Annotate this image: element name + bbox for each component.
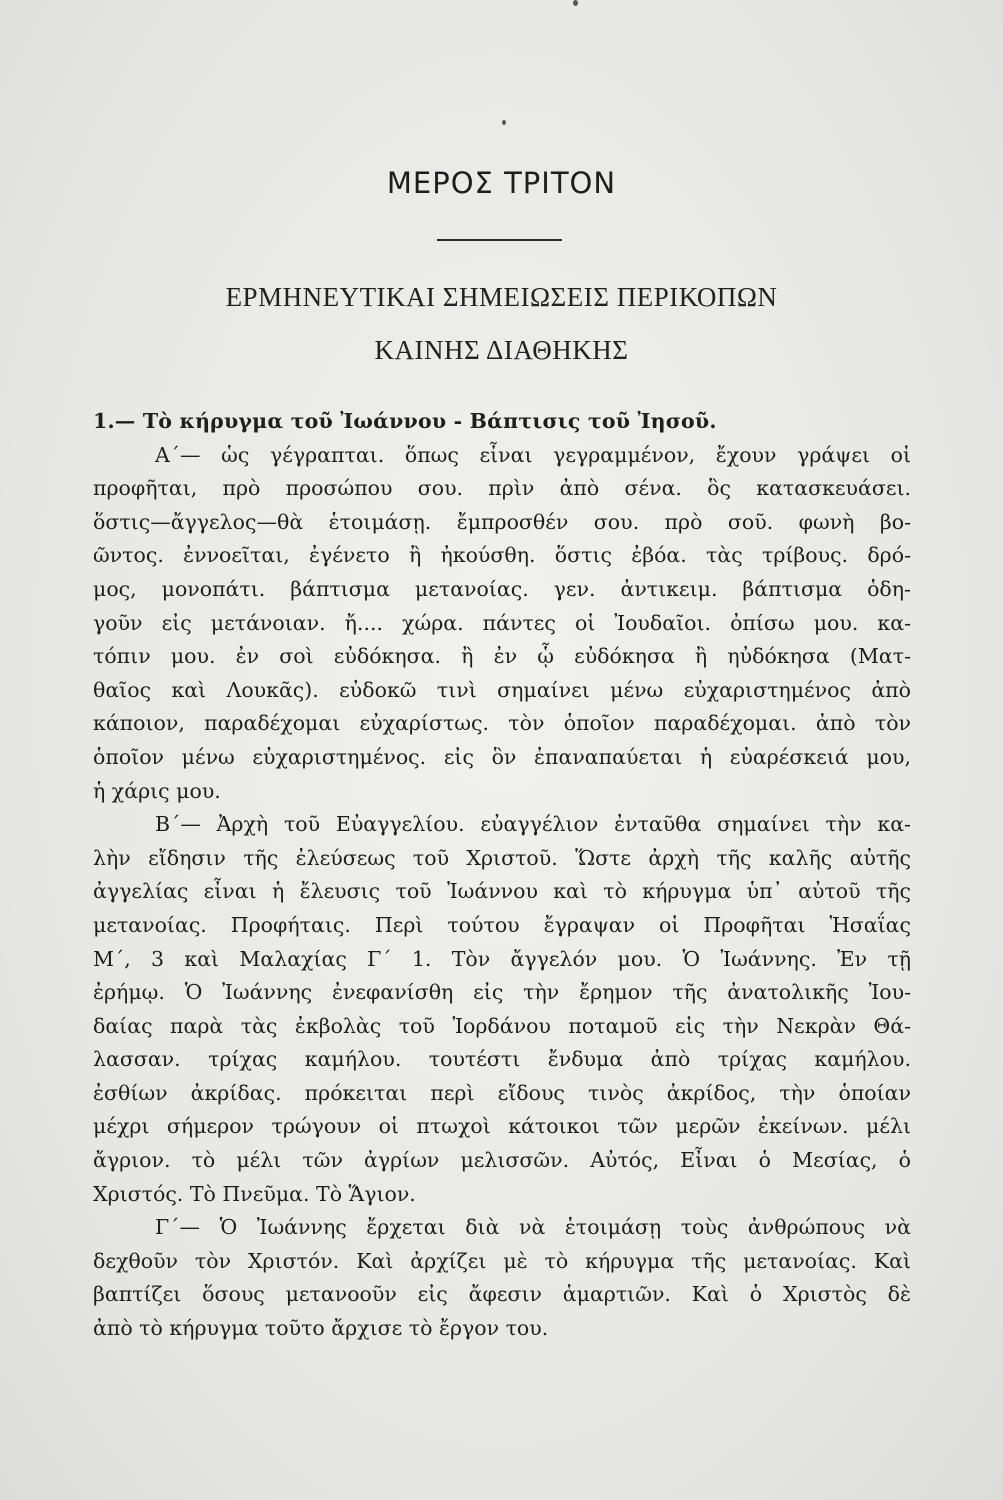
body-text <box>93 405 911 1346</box>
text-line: θαῖος καὶ Λουκᾶς). εὐδοκῶ τινὶ σημαίνει μένω εὐχαριστημένος ἀπὸ <box>93 677 911 702</box>
text-line: ἀπὸ τὸ κήρυγμα τοῦτο ἄρχισε τὸ ἔργον του. <box>93 1316 549 1341</box>
title-rule <box>437 239 562 241</box>
subtitle-line-1: ΕΡΜΗΝΕΥΤΙΚΑΙ ΣΗΜΕΙΩΣΕΙΣ ΠΕΡΙΚΟΠΩΝ <box>225 282 778 312</box>
text-line: Γ΄— Ὁ Ἰωάννης ἔρχεται διὰ νὰ ἑτοιμάσῃ τοὺς ἀνθρώπους νὰ <box>155 1215 911 1240</box>
text-line: ῶντος. ἐννοεῖται, ἐγένετο ἢ ἠκούσθη. ὅστις ἐβόα. τὰς τρίβους. δρό- <box>93 543 911 568</box>
text-line: ἄγριον. τὸ μέλι τῶν ἀγρίων μελισσῶν. Αὐτός, Εἶναι ὁ Μεσίας, ὁ <box>93 1148 911 1173</box>
text-line: Χριστός. Τὸ Πνεῦμα. Τὸ Ἅγιον. <box>93 1181 416 1206</box>
text-line: ἀγγελίας εἶναι ἡ ἔλευσις τοῦ Ἰωάννου καὶ τὸ κήρυγμα ὑπ᾽ αὐτοῦ τῆς <box>93 879 911 904</box>
text-line: ὁποῖον μένω εὐχαριστημένος. εἰς ὃν ἐπαναπαύεται ἡ εὐαρέσκειά μου, <box>93 744 911 769</box>
text-line: ἐρήμῳ. Ὁ Ἰωάννης ἐνεφανίσθη εἰς τὴν ἔρημον τῆς ἀνατολικῆς Ἰου- <box>93 980 911 1005</box>
text-line: κάποιον, παραδέχομαι εὐχαρίστως. τὸν ὁποῖον παραδέχομαι. ἀπὸ τὸν <box>93 711 911 736</box>
text-line: Β΄— Ἀρχὴ τοῦ Εὐαγγελίου. εὐαγγέλιον ἐνταῦθα σημαίνει τὴν κα- <box>155 812 911 837</box>
text-line: προφῆται, πρὸ προσώπου σου. πρὶν ἀπὸ σένα. ὃς κατασκευάσει. <box>93 476 911 501</box>
ink-speck <box>502 120 506 125</box>
ink-speck <box>573 0 578 6</box>
subtitle-line-2: ΚΑΙΝΗΣ ΔΙΑΘΗΚΗΣ <box>374 335 629 365</box>
text-line: ὅστις—ἄγγελος—θὰ ἑτοιμάσῃ. ἔμπροσθέν σου. πρὸ σοῦ. φωνὴ βο- <box>93 509 911 534</box>
text-line: δαίας παρὰ τὰς ἐκβολὰς τοῦ Ἰορδάνου ποταμοῦ εἰς τὴν Νεκρὰν Θά- <box>93 1013 911 1038</box>
text-line: λασσαν. τρίχας καμήλου. τουτέστι ἔνδυμα ἀπὸ τρίχας καμήλου. <box>93 1047 911 1072</box>
text-line: Α΄— ὡς γέγραπται. ὅπως εἶναι γεγραμμένον, ἔχουν γράψει οἱ <box>155 442 911 467</box>
text-line: μέχρι σήμερον τρώγουν οἱ πτωχοὶ κάτοικοι τῶν μερῶν ἐκείνων. μέλι <box>93 1114 911 1139</box>
text-line: Μ΄, 3 καὶ Μαλαχίας Γ΄ 1. Τὸν ἄγγελόν μου. Ὁ Ἰωάννης. Ἐν τῇ <box>93 946 911 971</box>
text-line: βαπτίζει ὅσους μετανοοῦν εἰς ἄφεσιν ἁμαρτιῶν. Καὶ ὁ Χριστὸς δὲ <box>93 1282 911 1307</box>
text-line: ἡ χάρις μου. <box>93 778 221 803</box>
text-line: γοῦν εἰς μετάνοιαν. ἤ.... χώρα. πάντες οἱ Ἰουδαῖοι. ὀπίσω μου. κα- <box>93 610 911 635</box>
part-title: ΜΕΡΟΣ ΤΡΙΤΟΝ <box>386 166 617 200</box>
text-line: λὴν εἴδησιν τῆς ἐλεύσεως τοῦ Χριστοῦ. Ὥστε ἀρχὴ τῆς καλῆς αὐτῆς <box>93 845 911 870</box>
text-line: δεχθοῦν τὸν Χριστόν. Καὶ ἀρχίζει μὲ τὸ κήρυγμα τῆς μετανοίας. Καὶ <box>93 1248 911 1273</box>
text-line: μετανοίας. Προφήταις. Περὶ τούτου ἔγραψαν οἱ Προφῆται Ἡσαΐας <box>93 912 911 937</box>
text-line: ἐσθίων ἀκρίδας. πρόκειται περὶ εἴδους τινὸς ἀκρίδος, τὴν ὁποίαν <box>93 1080 911 1105</box>
section-heading: 1.— Τὸ κήρυγμα τοῦ Ἰωάννου - Βάπτισις τοῦ Ἰησοῦ. <box>93 409 717 433</box>
text-line: μος, μονοπάτι. βάπτισμα μετανοίας. γεν. ἀντικειμ. βάπτισμα ὁδη- <box>93 576 911 601</box>
text-line: τόπιν μου. ἐν σοὶ εὐδόκησα. ἢ ἐν ᾧ εὐδόκησα ἢ ηὐδόκησα (Ματ- <box>93 644 911 669</box>
